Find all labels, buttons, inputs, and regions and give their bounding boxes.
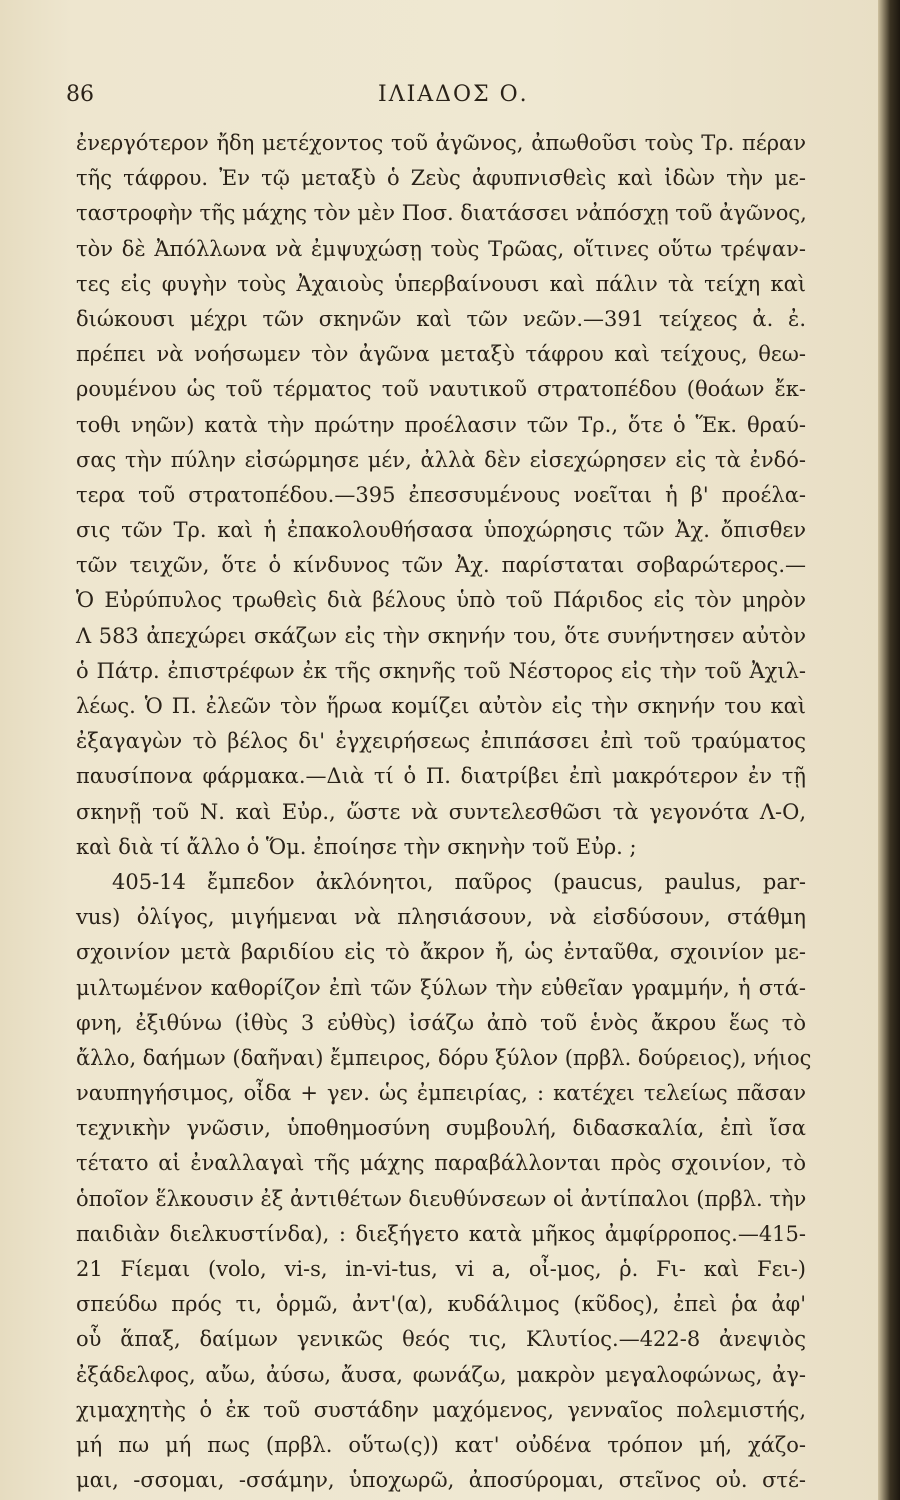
text-line: σκηνῇ τοῦ Ν. καὶ Εὐρ., ὥστε νὰ συντελεσθῶσι τὰ γεγονότα Λ-Ο,: [76, 799, 806, 824]
text-line: χιμαχητὴς ὁ ἐκ τοῦ συστάδην μαχόμενος, γενναῖος πολεμιστής,: [76, 1397, 806, 1422]
text-line: τοθι νηῶν) κατὰ τὴν πρώτην προέλασιν τῶν Τρ., ὅτε ὁ Ἕκ. θραύ-: [76, 412, 806, 437]
text-line: παυσίπονα φάρμακα.—Διὰ τί ὁ Π. διατρίβει ἐπὶ μακρότερον ἐν τῇ: [76, 764, 806, 789]
page-edge-shadow: [878, 0, 900, 1500]
text-line: ἐνεργότερον ἤδη μετέχοντος τοῦ ἀγῶνος, ἀπωθοῦσι τοὺς Τρ. πέραν: [76, 131, 806, 155]
text-line: παιδιὰν διελκυστίνδα), : διεξήγετο κατὰ μῆκος ἀμφίρροπος.—415-: [76, 1221, 806, 1246]
text-line: τῆς τάφρου. Ἐν τῷ μεταξὺ ὁ Ζεὺς ἀφυπνισθεὶς καὶ ἰδὼν τὴν με-: [76, 166, 806, 191]
text-line: 21 Ϝίεμαι (volo, vi-s, in-vi-tus, vi a, οἶ-μος, ῥ. Ϝι- καὶ Ϝει-): [76, 1257, 806, 1281]
text-line: μιλτωμένον καθορίζον ἐπὶ τῶν ξύλων τὴν εὐθεῖαν γραμμήν, ἡ στά-: [76, 975, 806, 1000]
text-line: τεχνικὴν γνῶσιν, ὑποθημοσύνη συμβουλή, διδασκαλία, ἐπὶ ἴσα: [76, 1116, 806, 1141]
text-line: οὗ ἅπαξ, δαίμων γενικῶς θεός τις, Κλυτίος.—422-8 ἀνεψιὸς: [76, 1327, 806, 1352]
running-title: ΙΛΙΑΔΟΣ Ο.: [378, 82, 529, 107]
text-line: τὸν δὲ Ἀπόλλωνα νὰ ἐμψυχώσῃ τοὺς Τρῶας, οἵτινες οὕτω τρέψαν-: [76, 236, 806, 261]
text-line: πρέπει νὰ νοήσωμεν τὸν ἀγῶνα μεταξὺ τάφρου καὶ τείχους, θεω-: [76, 342, 806, 367]
text-line: τες εἰς φυγὴν τοὺς Ἀχαιοὺς ὑπερβαίνουσι καὶ πάλιν τὰ τείχη καὶ: [76, 271, 806, 296]
text-line: ἐξάδελφος, αὔω, ἀύσω, ἄυσα, φωνάζω, μακρὸν μεγαλοφώνως, ἀγ-: [76, 1362, 806, 1387]
text-line: vus) ὀλίγος, μιγήμεναι νὰ πλησιάσουν, νὰ εἰσδύσουν, στάθμη: [76, 905, 806, 930]
page-header: [66, 82, 806, 118]
text-line: διώκουσι μέχρι τῶν σκηνῶν καὶ τῶν νεῶν.—391 τείχεος ἀ. ἐ.: [76, 306, 806, 331]
text-line: μαι, -σσομαι, -σσάμην, ὑποχωρῶ, ἀποσύρομαι, στεῖνος οὐ. στέ-: [76, 1468, 806, 1493]
text-line: σπεύδω πρός τι, ὁρμῶ, ἀντ'(α), κυδάλιμος (κῦδος), ἐπεὶ ῥα ἀφ': [76, 1292, 806, 1317]
text-line: Λ 583 ἀπεχώρει σκάζων εἰς τὴν σκηνήν του, ὅτε συνήντησεν αὐτὸν: [76, 623, 806, 648]
text-line: ὁποῖον ἕλκουσιν ἐξ ἀντιθέτων διευθύνσεων οἱ ἀντίπαλοι (πρβλ. τὴν: [76, 1186, 807, 1211]
text-line: τερα τοῦ στρατοπέδου.—395 ἐπεσσυμένους νοεῖται ἡ β' προέλα-: [76, 482, 806, 507]
text-line: τῶν τειχῶν, ὅτε ὁ κίνδυνος τῶν Ἀχ. παρίσταται σοβαρώτερος.—: [76, 553, 806, 578]
text-line: σας τὴν πύλην εἰσώρμησε μέν, ἀλλὰ δὲν εἰσεχώρησεν εἰς τὰ ἐνδό-: [76, 447, 806, 472]
text-line: 405-14 ἔμπεδον ἀκλόνητοι, παῦρος (paucus, paulus, par-: [112, 869, 806, 894]
text-line: ὁ Πάτρ. ἐπιστρέφων ἐκ τῆς σκηνῆς τοῦ Νέστορος εἰς τὴν τοῦ Ἀχιλ-: [76, 658, 806, 683]
text-line: ταστροφὴν τῆς μάχης τὸν μὲν Ποσ. διατάσσει νἀπόσχῃ τοῦ ἀγῶνος,: [76, 201, 807, 226]
text-line: τέτατο αἱ ἐναλλαγαὶ τῆς μάχης παραβάλλονται πρὸς σχοινίον, τὸ: [76, 1151, 806, 1176]
text-line: σις τῶν Τρ. καὶ ἡ ἐπακολουθήσασα ὑποχώρησις τῶν Ἀχ. ὄπισθεν: [76, 518, 806, 543]
text-line: φνη, ἐξιθύνω (ἰθὺς 3 εὐθὺς) ἰσάζω ἀπὸ τοῦ ἑνὸς ἄκρου ἕως τὸ: [76, 1010, 806, 1035]
text-line: ναυπηγήσιμος, οἶδα + γεν. ὡς ἐμπειρίας, : κατέχει τελείως πᾶσαν: [76, 1081, 806, 1106]
text-line: καὶ διὰ τί ἄλλο ὁ Ὅμ. ἐποίησε τὴν σκηνὴν τοῦ Εὐρ. ;: [76, 834, 637, 859]
text-line: λέως. Ὁ Π. ἐλεῶν τὸν ἥρωα κομίζει αὐτὸν εἰς τὴν σκηνήν του καὶ: [76, 694, 806, 718]
text-line: ἄλλο, δαήμων (δαῆναι) ἔμπειρος, δόρυ ξύλον (πρβλ. δούρειος), νήιος: [76, 1045, 812, 1070]
text-line: σχοινίον μετὰ βαριδίου εἰς τὸ ἄκρον ἤ, ὡς ἐνταῦθα, σχοινίον με-: [76, 940, 806, 965]
text-line: Ὁ Εὐρύπυλος τρωθεὶς διὰ βέλους ὑπὸ τοῦ Πάριδος εἰς τὸν μηρὸν: [76, 588, 806, 613]
text-line: ρουμένου ὡς τοῦ τέρματος τοῦ ναυτικοῦ στρατοπέδου (θοάων ἔκ-: [76, 377, 806, 402]
commentary-text: [76, 126, 812, 1498]
text-line: ἐξαγαγὼν τὸ βέλος δι' ἐγχειρήσεως ἐπιπάσσει ἐπὶ τοῦ τραύματος: [76, 729, 806, 754]
page-number: 86: [66, 82, 94, 107]
text-line: μή πω μή πως (πρβλ. οὕτω(ς)) κατ' οὐδένα τρόπον μή, χάζο-: [76, 1432, 806, 1457]
